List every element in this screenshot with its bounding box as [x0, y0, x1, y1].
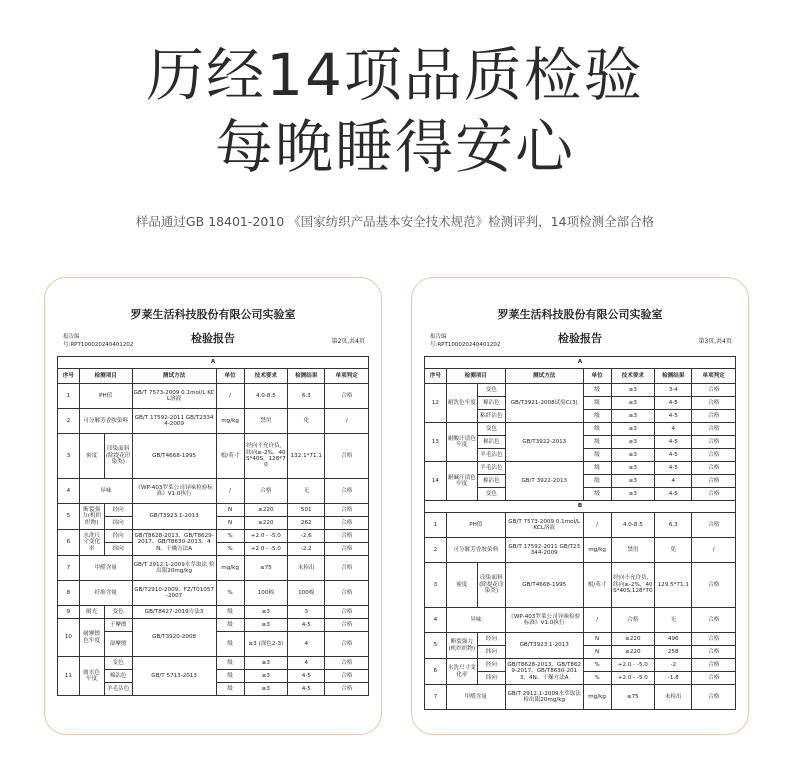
cell: 未检出 — [288, 556, 325, 581]
cell: 棉沾色 — [477, 397, 505, 410]
cell: 4-5 — [655, 488, 692, 501]
cell: 根/英寸 — [216, 434, 244, 479]
cell: 100棉 — [288, 581, 325, 606]
cell: 4-5 — [655, 462, 692, 475]
cell: 7 — [425, 685, 447, 710]
cell: 5 — [425, 633, 447, 659]
cell: ≤75 — [244, 556, 288, 581]
cell: 496 — [655, 633, 692, 646]
cell: +2.0 - -5.0 — [611, 659, 655, 672]
cell: 可分解芳香胺染料 — [446, 538, 505, 563]
cell: 3 — [425, 563, 447, 608]
cell: 7 — [58, 556, 80, 581]
cell: ≥220 — [611, 646, 655, 659]
table-row — [425, 563, 736, 608]
cell: 免 — [655, 538, 692, 563]
cell: ≤75 — [611, 685, 655, 710]
cell: 异味 — [79, 479, 132, 504]
cell: -2 — [655, 659, 692, 672]
cell: 禁用 — [611, 538, 655, 563]
col-header: 序号 — [425, 369, 447, 384]
cell: 6.3 — [288, 384, 325, 409]
cell: N — [216, 517, 244, 530]
table-row — [425, 513, 736, 538]
cell: 耐酸汗渍色牢度 — [446, 423, 477, 462]
cell: 甲醛含量 — [79, 556, 132, 581]
cell: 3 — [288, 606, 325, 619]
cell: 级 — [583, 449, 611, 462]
cell: 经向 — [104, 530, 132, 543]
cell: 经向不允许负，纬向≥-2%，40S*40S，128*70 — [244, 434, 288, 479]
cell: 印染面料(除提花印染类) — [104, 434, 132, 479]
cell: PH值 — [79, 384, 132, 409]
cell: 免 — [288, 409, 325, 434]
cell: 501 — [288, 504, 325, 517]
col-header: 测试方法 — [132, 369, 216, 384]
col-header: 单位 — [216, 369, 244, 384]
cell: 12 — [425, 384, 447, 423]
cell: 变色 — [104, 606, 132, 619]
cell: 129.5*71.1 — [655, 563, 692, 608]
cell: 粘纤沾色 — [477, 410, 505, 423]
cell: 级 — [216, 683, 244, 696]
cell: 合格 — [325, 504, 369, 517]
cell: 4-5 — [655, 397, 692, 410]
cell: 合格 — [692, 397, 736, 410]
cell: 密度 — [79, 434, 104, 479]
cell: ≥3 — [611, 397, 655, 410]
cell: GB/T4668-1995 — [505, 563, 583, 608]
cell: 4 — [288, 657, 325, 670]
cell: 合格 — [325, 434, 369, 479]
cell: 14 — [425, 462, 447, 501]
cell: -2.6 — [288, 530, 325, 543]
cell: ≥3 — [611, 475, 655, 488]
cell: 合格 — [692, 563, 736, 608]
col-header: 检测项目 — [79, 369, 132, 384]
table-row — [58, 434, 369, 479]
cell: 合格 — [325, 543, 369, 556]
report-sheet — [57, 300, 369, 696]
table-row — [425, 608, 736, 633]
cell: 变色 — [477, 423, 505, 436]
cell: 断裂强力(机织织物) — [79, 504, 104, 530]
cell: 可分解芳香胺染料 — [79, 409, 132, 434]
col-header: 测试方法 — [505, 369, 583, 384]
cell: 1 — [425, 513, 447, 538]
cell: GB/T 17592-2011 GB/T23344-2009 — [132, 409, 216, 434]
table-row — [58, 619, 369, 632]
table-row — [58, 581, 369, 606]
cell: 湿摩擦 — [104, 632, 132, 657]
cell: 合格 — [325, 606, 369, 619]
cell: 4 — [288, 632, 325, 657]
report-card-right — [411, 277, 749, 735]
cell: ≥3 — [244, 670, 288, 683]
cell: 合格 — [325, 581, 369, 606]
cell: ≥220 — [244, 504, 288, 517]
cell: 干摩擦 — [104, 619, 132, 632]
cell: GB/T 17592-2011 GB/T23344-2009 — [505, 538, 583, 563]
cell: 级 — [216, 657, 244, 670]
cell: 13 — [425, 423, 447, 462]
cell: 10 — [58, 619, 80, 657]
cell: ≥3 — [244, 606, 288, 619]
cell: 合格 — [692, 685, 736, 710]
cell: 合格 — [325, 670, 369, 683]
cell: 异味 — [446, 608, 505, 633]
cell: mg/kg — [216, 556, 244, 581]
table-row — [58, 606, 369, 619]
page-number: 第3页,共4页 — [698, 338, 732, 345]
cell: 合格 — [692, 633, 736, 646]
cell: 合格 — [244, 479, 288, 504]
cell: ≥3 — [611, 436, 655, 449]
cell: 羊毛沾色 — [104, 683, 132, 696]
cell: / — [216, 479, 244, 504]
inspection-table — [57, 356, 369, 696]
lab-name: 罗莱生活科技股份有限公司实验室 — [130, 308, 296, 321]
cell: ≥3 — [611, 449, 655, 462]
cell: 《WP-403罗莱公司异味检验标准》V1.0执行 — [505, 608, 583, 633]
cell: 级 — [583, 436, 611, 449]
cell: 4 — [58, 479, 80, 504]
cell: 4.0-8.5 — [611, 513, 655, 538]
col-header: 单项判定 — [325, 369, 369, 384]
cell: 经向不允许负，纬向≥-2%，40S*40S,128*70 — [611, 563, 655, 608]
cell: 合格 — [692, 475, 736, 488]
cell: ≥3 — [244, 657, 288, 670]
cell: 2 — [425, 538, 447, 563]
report-no-label: 报告编 — [63, 334, 80, 340]
cell: 6 — [425, 659, 447, 685]
cell: mg/kg — [583, 685, 611, 710]
cell: / — [325, 409, 369, 434]
col-header: 单项判定 — [692, 369, 736, 384]
cell: 级 — [583, 397, 611, 410]
cell: 4-5 — [655, 449, 692, 462]
cell: 6 — [58, 530, 80, 556]
cell: GB/T4668-1995 — [132, 434, 216, 479]
cell: 合格 — [325, 632, 369, 657]
cell: 耐碱汗渍色牢度 — [446, 462, 477, 501]
cell: 8 — [58, 581, 80, 606]
cell: 合格 — [692, 646, 736, 659]
cell: GB/T3923.1-2013 — [132, 504, 216, 530]
cell: 印染面料(除提花印染类) — [477, 563, 505, 608]
cell: 级 — [583, 462, 611, 475]
cell: 258 — [655, 646, 692, 659]
cell: 《WP-403罗莱公司异味检验标准》V1.0执行 — [132, 479, 216, 504]
col-header: 技术要求 — [244, 369, 288, 384]
cell: 合格 — [325, 384, 369, 409]
report-title: 检验报告 — [191, 332, 235, 345]
table-row — [58, 530, 369, 543]
cell: 无 — [288, 479, 325, 504]
table-row — [58, 384, 369, 409]
cell: 甲醛含量 — [446, 685, 505, 710]
cell: N — [583, 646, 611, 659]
col-header: 序号 — [58, 369, 80, 384]
cell: 合格 — [692, 608, 736, 633]
cell: / — [583, 608, 611, 633]
cell: 合格 — [692, 449, 736, 462]
cell: 棉沾色 — [477, 436, 505, 449]
report-card-left — [44, 277, 382, 735]
col-header: 技术要求 — [611, 369, 655, 384]
cell: 羊毛沾色 — [477, 462, 505, 475]
table-row — [58, 504, 369, 517]
cell: 合格 — [692, 384, 736, 397]
cell: ≥3 — [611, 488, 655, 501]
cell: 4-5 — [655, 436, 692, 449]
cell: N — [216, 504, 244, 517]
cell: 4 — [425, 608, 447, 633]
cell: 耐水色牢度 — [79, 657, 104, 696]
cell: GB/T3923.1-2013 — [505, 633, 583, 659]
cell: 根/英寸 — [583, 563, 611, 608]
report-meta — [424, 328, 736, 356]
table-row — [58, 409, 369, 434]
cell: 棉沾色 — [104, 670, 132, 683]
cell: 级 — [583, 488, 611, 501]
table-row — [425, 538, 736, 563]
cell: 合格 — [611, 608, 655, 633]
cell: 纬向 — [104, 543, 132, 556]
cell: 羊毛沾色 — [477, 449, 505, 462]
col-header: 检测结果 — [655, 369, 692, 384]
cell: ≥3 (深色2-3) — [244, 632, 288, 657]
cell: 耐摩擦色牢度 — [79, 619, 104, 657]
cell: / — [692, 538, 736, 563]
cell: % — [216, 543, 244, 556]
cell: 4-5 — [288, 619, 325, 632]
cell: GB/T8427-2019方法3 — [132, 606, 216, 619]
report-no-label: 报告编 — [430, 334, 447, 340]
report-title: 检验报告 — [558, 332, 602, 345]
cell: 级 — [583, 410, 611, 423]
cell: / — [216, 384, 244, 409]
headline-line2: 每晚睡得安心 — [214, 113, 575, 181]
cell: 合格 — [325, 619, 369, 632]
cell: GB/T 2912.1-2009水萃取法 检出限20mg/kg — [505, 685, 583, 710]
subtitle: 样品通过GB 18401-2010 《国家纺织产品基本安全技术规范》检测评判，14项检测全部合格 — [135, 214, 655, 229]
cell: 合格 — [692, 672, 736, 685]
cell: 4.0-8.5 — [244, 384, 288, 409]
table-row — [425, 633, 736, 646]
cell: 级 — [583, 384, 611, 397]
cell: 合格 — [325, 517, 369, 530]
cell: % — [216, 581, 244, 606]
cell: / — [583, 513, 611, 538]
cell: ≥3 — [244, 683, 288, 696]
cell: 纬向 — [104, 517, 132, 530]
cell: 合格 — [692, 436, 736, 449]
cell: 合格 — [692, 659, 736, 672]
cell: 合格 — [692, 513, 736, 538]
cell: 水洗尺寸变化率 — [79, 530, 104, 556]
cell: 4 — [655, 475, 692, 488]
cell: 11 — [58, 657, 80, 696]
cell: % — [583, 659, 611, 672]
cell: GB/T3922-2013 — [505, 423, 583, 462]
cell: 3 — [58, 434, 80, 479]
cell: 水洗尺寸变化率 — [446, 659, 477, 685]
col-header: 检测项目 — [446, 369, 505, 384]
report-no: 号:RPT100020240401202 — [63, 342, 134, 348]
cell: 级 — [216, 619, 244, 632]
cell: 262 — [288, 517, 325, 530]
lab-name: 罗莱生活科技股份有限公司实验室 — [497, 308, 663, 321]
cell: ≥3 — [611, 410, 655, 423]
cell: 级 — [583, 423, 611, 436]
cell: 6.3 — [655, 513, 692, 538]
cell: 纤维含量 — [79, 581, 132, 606]
table-row — [58, 657, 369, 670]
cell: 132.1*71.1 — [288, 434, 325, 479]
report-no: 号:RPT100020240401202 — [430, 342, 501, 348]
cell: ≥220 — [611, 633, 655, 646]
page-number: 第2页,共4页 — [331, 338, 365, 345]
cell: 纬向 — [477, 672, 505, 685]
col-header: 单位 — [583, 369, 611, 384]
cell: PH值 — [446, 513, 505, 538]
cell: 棉沾色 — [477, 475, 505, 488]
cell: 合格 — [692, 462, 736, 475]
col-header: 检测结果 — [288, 369, 325, 384]
cell: GB/T 5713-2013 — [132, 657, 216, 696]
cell: 合格 — [692, 488, 736, 501]
cell: 经向 — [477, 659, 505, 672]
cell: GB/T 7573-2009 0.1mol/L KCL溶液 — [132, 384, 216, 409]
cell: ≥3 — [611, 423, 655, 436]
cell: 合格 — [325, 479, 369, 504]
cell: 密度 — [446, 563, 477, 608]
section-label: A — [58, 357, 369, 369]
table-row — [425, 659, 736, 672]
cell: -1.8 — [655, 672, 692, 685]
cell: +2.0 - -5.0 — [244, 530, 288, 543]
cell: 未检出 — [655, 685, 692, 710]
cell: mg/kg — [216, 409, 244, 434]
cell: GB/T3921-2008试验C(3) — [505, 384, 583, 423]
cell: GB/T3920-2008 — [132, 619, 216, 657]
cell: 禁用 — [244, 409, 288, 434]
cell: +2.0 - -5.0 — [611, 672, 655, 685]
cell: 4-5 — [288, 670, 325, 683]
cell: 4 — [655, 423, 692, 436]
cell: 级 — [216, 606, 244, 619]
cell: 经向 — [477, 633, 505, 646]
table-row — [425, 423, 736, 436]
section-label: B — [425, 501, 736, 513]
cell: 级 — [216, 632, 244, 657]
cell: 9 — [58, 606, 80, 619]
cell: ≥3 — [244, 619, 288, 632]
cell: ≥220 — [244, 517, 288, 530]
table-row — [425, 462, 736, 475]
cell: 合格 — [325, 683, 369, 696]
cell: ≥3 — [611, 462, 655, 475]
cell: 1 — [58, 384, 80, 409]
cell: 100棉 — [244, 581, 288, 606]
cell: 无 — [655, 608, 692, 633]
report-meta — [57, 328, 369, 356]
inspection-table — [424, 356, 736, 710]
cell: GB/T2910-2009、FZ/T01057-2007 — [132, 581, 216, 606]
cell: 合格 — [325, 530, 369, 543]
cell: GB/T 3922-2013 — [505, 462, 583, 501]
cell: 合格 — [692, 423, 736, 436]
cell: 5 — [58, 504, 80, 530]
cell: GB/T 7573-2009 0.1mol/L KCL溶液 — [505, 513, 583, 538]
cell: 经向 — [104, 504, 132, 517]
cell: % — [216, 530, 244, 543]
cell: 合格 — [325, 657, 369, 670]
cell: 合格 — [325, 556, 369, 581]
cell: 变色 — [477, 488, 505, 501]
cell: 耐光 — [79, 606, 104, 619]
cell: +2.0 - -5.0 — [244, 543, 288, 556]
table-row — [425, 384, 736, 397]
cell: 断裂强力(机织织物) — [446, 633, 477, 659]
cell: GB/T 2912.1-2009水萃取法 检出限20mg/kg — [132, 556, 216, 581]
cell: N — [583, 633, 611, 646]
cell: 4-5 — [655, 410, 692, 423]
table-row — [58, 556, 369, 581]
table-row — [58, 479, 369, 504]
cell: 4-5 — [288, 683, 325, 696]
cell: 合格 — [692, 410, 736, 423]
headline-line1: 历经14项品质检验 — [146, 41, 644, 109]
cell: 2 — [58, 409, 80, 434]
section-label: A — [425, 357, 736, 369]
cell: GB/T8628-2013、GB/T8629-2017、GB/T8630-2013、4N、干燥方法A — [505, 659, 583, 685]
cell: GB/T8628-2013、GB/T8629-2017、GB/T8630-2013、4N、干燥方法A — [132, 530, 216, 556]
cell: 变色 — [477, 384, 505, 397]
cell: -2.2 — [288, 543, 325, 556]
cell: 3-4 — [655, 384, 692, 397]
cell: 纬向 — [477, 646, 505, 659]
cell: % — [583, 672, 611, 685]
table-row — [425, 685, 736, 710]
cell: 级 — [216, 670, 244, 683]
report-sheet — [424, 300, 736, 710]
cell: mg/kg — [583, 538, 611, 563]
cell: 级 — [583, 475, 611, 488]
cell: ≥3 — [611, 384, 655, 397]
cell: 变色 — [104, 657, 132, 670]
cell: 耐洗色牢度 — [446, 384, 477, 423]
